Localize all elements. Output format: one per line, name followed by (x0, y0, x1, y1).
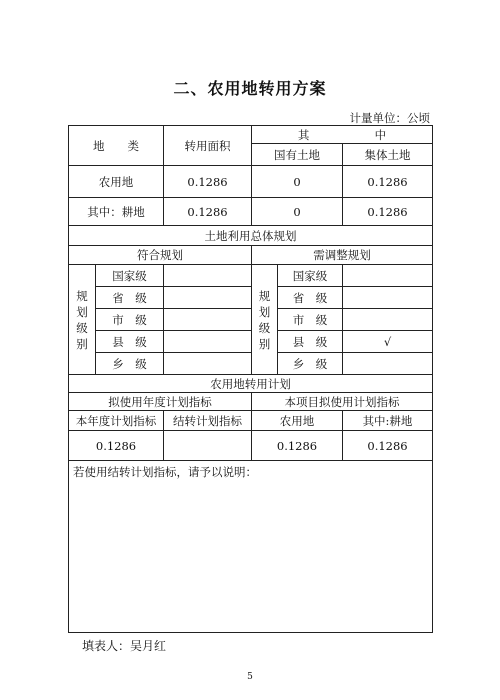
row-collective: 0.1286 (343, 198, 433, 226)
header-state-land: 国有土地 (252, 144, 343, 166)
unit-label: 计量单位：公顷 (349, 111, 430, 125)
adjust-level-mark (343, 265, 433, 287)
adjust-level-mark (343, 353, 433, 375)
annual-this-year-value: 0.1286 (69, 431, 164, 461)
conform-level-value (164, 331, 252, 353)
header-collective-land: 集体土地 (343, 144, 433, 166)
annual-cultivated-header: 其中:耕地 (343, 411, 433, 431)
header-qi: 其 (297, 127, 310, 142)
header-category: 地 类 (69, 126, 164, 166)
header-of-which (252, 126, 433, 144)
conform-level-value (164, 353, 252, 375)
annual-farmland-value: 0.1286 (252, 431, 343, 461)
adjust-level-mark (343, 309, 433, 331)
adjust-level-label: 乡 级 (278, 353, 343, 375)
row-label: 其中：耕地 (69, 198, 164, 226)
adjust-level-header: 规 划 级 别 (252, 265, 278, 375)
conform-level-label: 市 级 (96, 309, 164, 331)
adjust-level-mark: √ (343, 331, 433, 353)
adjust-level-label: 县 级 (278, 331, 343, 353)
row-collective: 0.1286 (343, 166, 433, 198)
row-label: 农用地 (69, 166, 164, 198)
conform-level-value (164, 287, 252, 309)
annual-section-title: 农用地转用计划 (69, 375, 433, 393)
annual-this-year-header: 本年度计划指标 (69, 411, 164, 431)
conform-level-value (164, 265, 252, 287)
page-title: 二、农用地转用方案 (173, 79, 327, 98)
conform-level-label: 乡 级 (96, 353, 164, 375)
plan-section-title: 土地利用总体规划 (69, 226, 433, 246)
adjust-level-label: 省 级 (278, 287, 343, 309)
table-row (69, 431, 433, 461)
conform-level-label: 国家级 (96, 265, 164, 287)
header-converted-area: 转用面积 (164, 126, 252, 166)
table-row (69, 166, 433, 198)
plan-conform: 符合规划 (69, 246, 252, 265)
row-state: 0 (252, 198, 343, 226)
annual-carry-over-header: 结转计划指标 (164, 411, 252, 431)
row-state: 0 (252, 166, 343, 198)
plan-adjust: 需调整规划 (252, 246, 433, 265)
conversion-table (68, 125, 433, 633)
conform-level-label: 省 级 (96, 287, 164, 309)
filler-name: 填表人：吴月红 (82, 639, 167, 653)
carry-over-note: 若使用结转计划指标，请予以说明： (69, 461, 433, 633)
row-area: 0.1286 (164, 198, 252, 226)
page-number: 5 (247, 672, 253, 682)
annual-carry-over-value (164, 431, 252, 461)
adjust-level-mark (343, 287, 433, 309)
conform-level-label: 县 级 (96, 331, 164, 353)
conform-level-header: 规 划 级 别 (69, 265, 96, 375)
annual-project-use: 本项目拟使用计划指标 (252, 393, 433, 411)
header-zhong: 中 (374, 127, 387, 142)
conform-level-value (164, 309, 252, 331)
row-area: 0.1286 (164, 166, 252, 198)
table-row (69, 198, 433, 226)
annual-farmland-header: 农用地 (252, 411, 343, 431)
annual-cultivated-value: 0.1286 (343, 431, 433, 461)
adjust-level-label: 国家级 (278, 265, 343, 287)
adjust-level-label: 市 级 (278, 309, 343, 331)
annual-use-annual: 拟使用年度计划指标 (69, 393, 252, 411)
